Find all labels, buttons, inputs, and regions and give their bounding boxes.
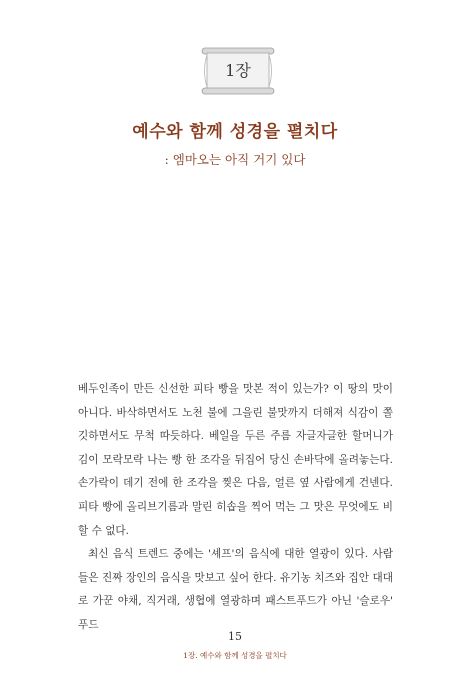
chapter-title: 예수와 함께 성경을 펼치다 xyxy=(132,122,338,142)
chapter-badge xyxy=(196,46,280,96)
running-footer: 1장. 예수와 함께 성경을 펼치다 xyxy=(183,651,287,660)
paragraph: 최신 음식 트렌드 중에는 '셰프'의 음식에 대한 열광이 있다. 사람들은 진짜 장인의 음식을 맛보고 싶어 한다. 유기농 치즈와 집안 대대로 가꾼 야채, 직거래, 생협에 열광하며 패스트푸드가 아닌 '슬로우' 푸드 xyxy=(78,548,393,631)
paragraph: 베두인족이 만든 신선한 피타 빵을 맛본 적이 있는가? 이 땅의 맛이 아니다. 바삭하면서도 노천 불에 그을린 불맛까지 더해져 식감이 쫄깃하면서도 무척 따듯하다. 베일을 두른 주름 자글자글한 할머니가 김이 모락모락 나는 빵 한 조각을 뒤집어 당신 손바닥에 올려놓는다. 손가락이 데기 전에 한 조각을 찢은 다음, 얼른 옆 사람에게 건넨다. 피타 빵에 올리브기름과 말린 히솝을 찍어 먹는 그 맛은 무엇에도 비할 수 없다. xyxy=(78,383,393,537)
page-number: 15 xyxy=(228,630,242,643)
chapter-label: 1장 xyxy=(225,61,251,80)
body-text xyxy=(78,378,393,638)
chapter-subtitle: : 엠마오는 아직 거기 있다 xyxy=(164,152,306,167)
